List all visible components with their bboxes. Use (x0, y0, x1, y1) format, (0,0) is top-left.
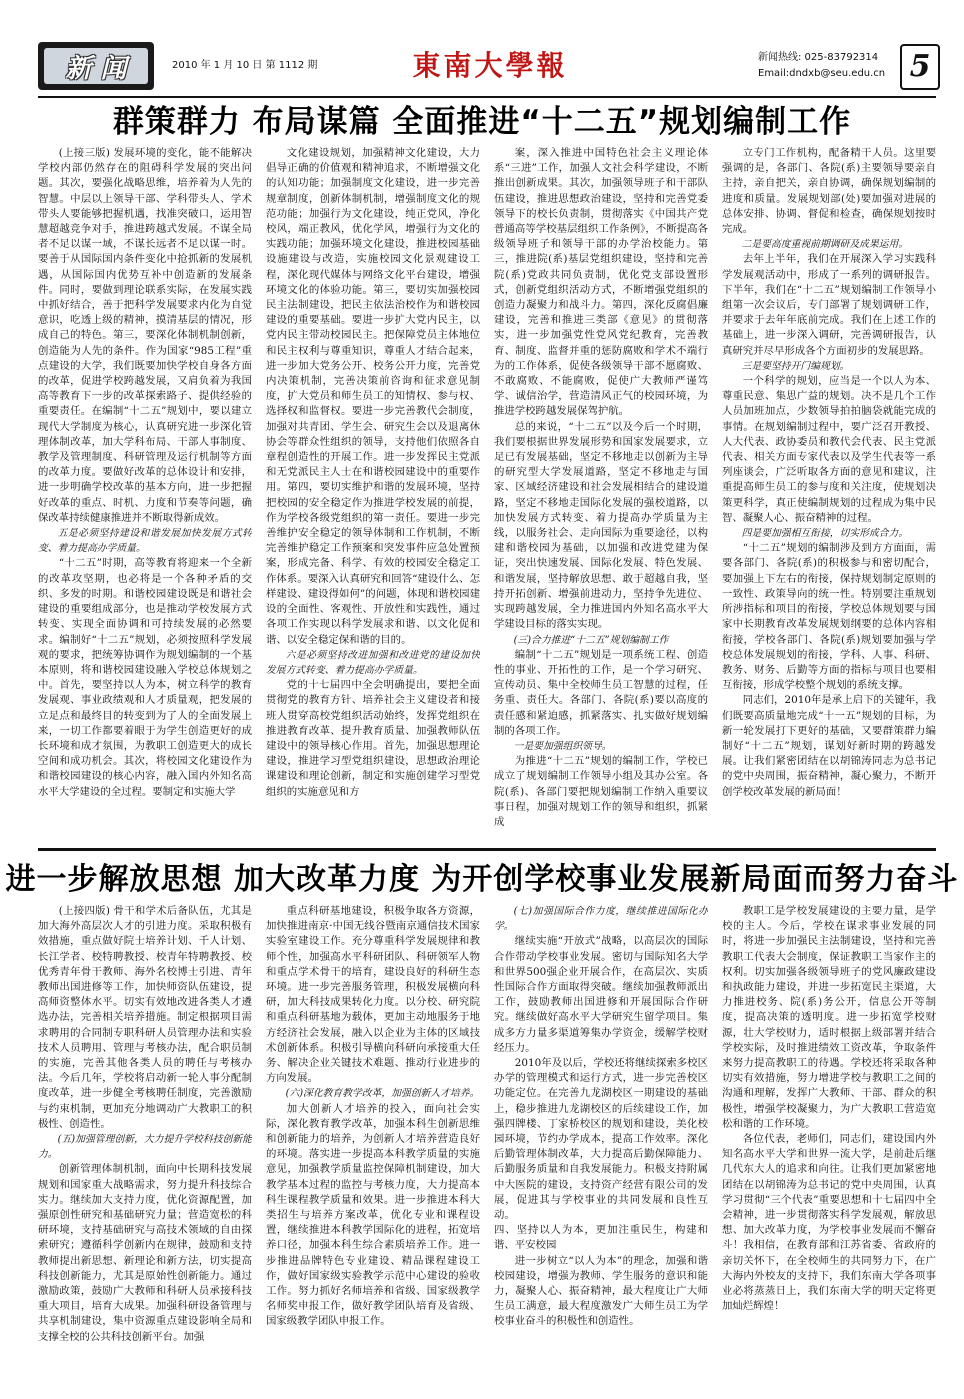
paragraph: 重点科研基地建设，积极争取各方资源，加快推进南京·中国无线谷暨南京通信技术国家实验室建设工作。充分尊重科学发展规律和教师个性，加强高水平科研团队、科研领军人物和重点学术骨干的培育，建设良好的科研生态环境。进一步完善服务管理，积极发展横向科研，加大科技成果转化力度。以分校、研究院和重点科研基地为载体，更加主动地服务于地方经济社会发展，融入以企业为主体的区域技术创新体系。积极引导横向科研向承接重大任务、解决企业关键技术难题、推动行业进步的方向发展。 (266, 905, 480, 1085)
article1-column-2 (266, 146, 480, 841)
article2-column-2 (266, 904, 480, 1389)
paragraph: “十二五”时期，高等教育将迎来一个全新的改革攻坚期，也必将是一个各种矛盾的交织、多发的时期。和谐校园建设既是和谐社会建设的重要组成部分，也是推动学校发展方式转变、实现全面协调和可持续发展的必然要求。编制好“十二五”规划，必须按照科学发展观的要求，把统筹协调作为规划编制的一个基本原则，将和谐校园建设融入学校总体规划之中。首先，要坚持以人为本，树立科学的教育发展观、事业政绩观和人才质量观，把发展的立足点和最终目的转变到为了人的全面发展上来，一切工作都要着眼于为学生创造更好的成长环境和成才氛围，为教职工创造更大的成长空间和成功机会。其次，将校园文化建设作为和谐校园建设的核心内容，融入国内外知名高水平大学建设的全过程。要制定和实施大学 (38, 557, 252, 798)
article1-headline: 群策群力 布局谋篇 全面推进“十二五”规划编制工作 (112, 104, 852, 140)
subheading: 五是必须坚持建设和谐发展加快发展方式转变、着力提高办学质量。 (38, 528, 252, 555)
paragraph: (上接三版) 发展环境的变化，能不能解决学校内部仍然存在的阻碍科学发展的突出问题。其次，要强化战略思维，培养着为人先的智慧。中层以上领导干部、学科带头人、学术带头人要能够把握机遇，找准突破口，运用智慧超越竞争对手，推进跨越式发展。不谋全局者不足以谋一域，不谋长远者不足以谋一时。要善于从国际国内条件变化中抢抓新的发展机遇，从国际国内优势互补中创造新的发展条件。同时，要做到理论联系实际，在发展实践中抓好结合，善于把科学发展要求内化为自觉意识，吃透上级的精神，摸清基层的情况，形成自己的特色。第三，要深化体制机制创新，创造能为人先的条件。作为国家“985工程”重点建设的大学，我们既要加快学校自身各方面的改革，促进学校跨越发展，又肩负着为我国高等教育下一步的改革探索路子、提供经验的重要责任。在编制“十二五”规划中，要以建立现代大学制度为核心，认真研究进一步深化管理体制改革，加大学科布局、干部人事制度、教学及管理制度、科研管理及运行机制等方面的改革力度。要做好改革的总体设计和安排，进一步明确学校改革的基本方向，进一步把握好改革的重点、时机、力度和节奏等问题，确保改革持续健康推进并不断取得新成效。 (38, 147, 252, 524)
masthead-logo: 東南大學報 (412, 49, 568, 82)
paragraph: 2010年及以后，学校还将继续探索多校区办学的管理模式和运行方式，进一步完善校区功能定位。在完善九龙湖校区一期建设的基础上，稳步推进九龙湖校区的后续建设工作，加强四牌楼、丁家桥校区的规划和建设，美化校园环境，节约办学成本，提高工作效率。深化后勤管理体制改革，大力提高后勤保障能力、后勤服务质量和自我发展能力。积极支持附属中大医院的建设，支持资产经营有限公司的发展，促进其与学校事业的共同发展和良性互动。 (494, 1057, 708, 1222)
subheading: (五)加强管理创新，大力提升学校科技创新能力。 (38, 1134, 252, 1161)
article1-body (38, 146, 936, 841)
paragraph: 为推进“十二五”规划的编制工作，学校已成立了规划编制工作领导小组及其办公室。各院(系)、各部门要把规划编制工作纳入重要议事日程，加强对规划工作的领导和组织，抓紧成 (494, 755, 708, 828)
paragraph: (上接四版) 骨干和学术后备队伍，尤其是加大海外高层次人才的引进力度。采取积极有效措施，重点做好院士培养计划、千人计划、长江学者、校特聘教授、校青年特聘教授、校优秀青年骨干教师、海外名校博士引进、青年教师出国进修等工作，加快师资队伍建设，提高师资整体水平。切实有效地改进各类人才遴选办法，完善相关培养措施。制定根据项目需求聘用的合同制专职科研人员管理办法和实验技术人员聘用、管理与考核办法，配合职员制的实施，完善其他各类人员的聘任与考核办法。今后几年，学校将启动新一轮人事分配制度改革，进一步健全考核聘任制度，完善激励与约束机制，更加充分地调动广大教职工的积极性、创造性。 (38, 905, 252, 1130)
contact-info (758, 50, 885, 82)
subheading: 二是要高度重视前期调研及成果运用。 (741, 239, 909, 251)
news-hotline: 新闻热线: 025-83792314 (758, 52, 879, 63)
article2-body (38, 904, 936, 1389)
paragraph: 编制“十二五”规划是一项系统工程、创造性的事业、开拓性的工作，是一个学习研究、宣传动员、集中全校师生员工智慧的过程，任务重、责任大。各部门、各院(系)要以高度的责任感和紧迫感，抓紧落实、扎实做好规划编制的各项工作。 (494, 648, 708, 737)
subheading: 三是要坚持开门编规划。 (741, 360, 850, 372)
paragraph: 进一步树立“以人为本”的理念，加强和谐校园建设，增强为教师、学生服务的意识和能力，凝聚人心、振奋精神，最大程度让广大师生员工满意，最大程度激发广大师生员工为学校事业奋斗的积极性和创造性。 (494, 1254, 708, 1328)
paragraph: 党的十七届四中全会明确提出，要把全面贯彻党的教育方针、培养社会主义建设者和接班人贯穿高校党组织活动始终，发挥党组织在推进教育改革、提升教育质量、加强教师队伍建设中的领导核心作用。首先，加强思想理论建设，推进学习型党组织建设，思想政治理论课建设和理论创新，制定和实施创建学习型党组织的实施意见和方 (266, 679, 480, 798)
article2-column-4 (722, 904, 936, 1389)
issue-date: 2010 年 1 月 10 日 第 1112 期 (172, 60, 318, 71)
paragraph: 各位代表，老师们，同志们，建设国内外知名高水平大学和世界一流大学，是前赴后继几代东大人的追求和向往。让我们更加紧密地团结在以胡锦涛为总书记的党中央周围，认真学习贯彻“三个代表”重要思想和十七届四中全会精神，进一步贯彻落实科学发展观，解放思想、加大改革力度，为学校事业发展而不懈奋斗！我相信，在教育部和江苏省委、省政府的亲切关怀下，在全校师生的共同努力下，在广大海内外校友的支持下，我们东南大学各项事业必将蒸蒸日上，我们东南大学的明天定将更加灿烂辉煌！ (722, 1133, 936, 1313)
article2-column-3 (494, 904, 708, 1389)
section-divider (38, 848, 936, 851)
paragraph: 文化建设规划，加强精神文化建设，大力倡导正确的价值观和精神追求，不断增强文化的认知功能；加强制度文化建设，进一步完善规章制度，创新体制机制，增强制度文化的规范功能；加强行为文化建设，纯正党风，净化校风，端正教风，优化学风，增强行为文化的实践功能；加强环境文化建设，推进校园基础设施建设与改造，实施校园文化景观建设工程，深化现代媒体与网络文化平台建设，增强环境文化的体验功能。第三，要切实加强校园民主法制建设，把民主依法治校作为和谐校园建设的重要基础。要进一步扩大党内民主，以党内民主带动校园民主。把保障党员主体地位和民主权利与尊重知识，尊重人才结合起来，进一步加大党务公开、校务公开力度，完善党内决策机制，完善决策前咨询和征求意见制度，扩大党员和师生员工的知情权、参与权、选择权和监督权。要进一步完善教代会制度，加强对共青团、学生会、研究生会以及退离休协会等群众性组织的领导，支持他们依照各自章程创造性的开展工作。进一步发挥民主党派和无党派民主人士在和谐校园建设中的重要作用。第四，要切实维护和谐的发展环境，坚持把校园的安全稳定作为推进学校发展的前提，作为学校各级党组织的第一责任。要进一步完善维护安全稳定的领导体制和工作机制，不断完善维护稳定工作预案和突发事件应急处置预案，形成完备、科学、有效的校园安全稳定工作体系。要深入认真研究和回答“建设什么、怎样建设、建设得如何”的问题，体现和谐校园建设的全面性、客观性、开放性和实践性，通过各项工作实现以科学发展求和谐、以文化促和谐、以安全稳定保和谐的目的。 (266, 147, 480, 646)
paragraph: 加大创新人才培养的投入，面向社会实际，深化教育教学改革，加强本科生创新思维和创新能力的培养，为创新人才培养营造良好的环境。落实进一步提高本科教学质量的实施意见，加强教学质量监控保障机制建设，加大教学基本过程的监控与考核力度，大力提高本科生课程教学质量和效果。进一步推进本科大类招生与培养方案改革，优化专业和课程设置，继续推进本科教学国际化的进程，拓宽培养口径，加强本科生综合素质培养工作。进一步推进品牌特色专业建设、精品课程建设工作，做好国家级实验教学示范中心建设的验收工作。努力抓好名师培养和省级、国家级教学名师奖申报工作，做好教学团队培育及省级、国家级教学团队申报工作。 (266, 1102, 480, 1328)
contact-email: Email:dndxb@seu.edu.cn (758, 68, 886, 79)
paragraph: 案，深入推进中国特色社会主义理论体系“三进”工作，加强人文社会科学建设，不断推出创新成果。其次，加强领导班子和干部队伍建设，推进思想政治建设，坚持和完善党委领导下的校长负责制，贯彻落实《中国共产党普通高等学校基层组织工作条例》，不断提高各级领导班子和领导干部的办学治校能力。第三，推进院(系)基层党组织建设，坚持和完善院(系)党政共同负责制，优化党支部设置形式，创新党组织活动方式，不断增强党组织的创造力凝聚力和战斗力。第四，深化反腐倡廉建设，完善和推进三类部《意见》的贯彻落实，进一步加强党性党风党纪教育，完善教育、制度、监督并重的惩防腐败和学术不端行为的工作体系，促使各级领导干部不愿腐败、不敢腐败、不能腐败，促使广大教师严谨笃学、诚信治学，营造清风正气的校园环境，为推进学校跨越发展保驾护航。 (494, 147, 708, 418)
subheading: 一是要加强组织领导。 (513, 740, 612, 752)
paragraph: 立专门工作机构，配备精干人员。这里要强调的是，各部门、各院(系)主要领导要亲自主持，亲自把关，亲自协调，确保规划编制的进度和质量。发展规划部(处)要加强对进展的总体安排、协调、督促和检查，确保规划按时完成。 (722, 147, 936, 236)
paragraph: 总的来说，“十二五”以及今后一个时期，我们要根据世界发展形势和国家发展要求，立足已有发展基础，坚定不移地走以创新为主导的研究型大学发展道路，坚定不移地走与国家、区域经济建设和社会发展相结合的建设道路，坚定不移地走国际化发展的强校道路，以加快发展方式转变、着力提高办学质量为主线，以服务社会、走向国际为重要途径，以构建和谐校园为基础，以加强和改进党建为保证，突出快速发展、国际化发展、特色发展、和谐发展，坚持解放思想、敢于超越自我，坚持开拓创新、增强前进动力，坚持争先进位、实现跨越发展，全力推进国内外知名高水平大学建设目标的落实实现。 (494, 420, 708, 631)
section-tab-label: 新 闻 (44, 48, 148, 84)
subheading: 四是要加强相互衔接，切实形成合力。 (741, 528, 909, 540)
paragraph: 教职工是学校发展建设的主要力量，是学校的主人。今后，学校在谋求事业发展的同时，将进一步加强民主法制建设，坚持和完善教职工代表大会制度，保证教职工当家作主的权利。切实加强各级领导班子的党风廉政建设和执政能力建设，并进一步拓宽民主渠道，大力推进校务、院(系)务公开，信息公开等制度，提高决策的透明度。进一步拓宽学校财源，壮大学校财力，适时根据上级部署并结合学校实际，及时推进绩效工资改革，争取条件来努力提高教职工的待遇。学校还将采取各种切实有效措施，努力增进学校与教职工之间的沟通和理解，发挥广大教师、干部、群众的积极性，增强学校凝聚力，为广大教职工营造宽松和谐的工作环境。 (722, 905, 936, 1130)
article1-column-3 (494, 146, 708, 841)
article1-column-1 (38, 146, 252, 841)
article1-column-4 (722, 146, 936, 841)
header-rule (38, 96, 936, 98)
article2-column-1 (38, 904, 252, 1389)
page-number: 5 (900, 44, 940, 90)
section-tab (38, 42, 154, 90)
page-header (0, 0, 964, 100)
subheading: 六是必须坚持改进加强和改进党的建设加快发展方式转变、着力提高办学质量。 (266, 649, 480, 676)
paragraph: 创新管理体制机制，面向中长期科技发展规划和国家重大战略需求，努力提升科技综合实力。继续加大支持力度，优化资源配置，加强原创性研究和基础研究力量；营造宽松的科研环境，支持基础研究与高技术领域的自由探索研究；遵循科学创新内在规律，鼓励和支持教师提出新思想、新理论和新方法，切实提高科技创新能力，尤其是原始性创新能力。通过激励政策，鼓励广大教师和科研人员承接科技重大项目，培育大成果。加强科研设备管理与共享机制建设，集中资源重点建设影响全局和支撑全校的公共科技创新平台。加强 (38, 1163, 252, 1343)
paragraph: 去年上半年，我们在开展深入学习实践科学发展观活动中，形成了一系列的调研报告。下半年，我们在“十二五”规划编制工作领导小组第一次会议后，专门部署了规划调研工作，并要求于去年年底前完成。我们在上述工作的基础上，进一步深入调研，完善调研报告，认真研究并尽早形成各个方面初步的发展思路。 (722, 253, 936, 357)
subheading: (三)合力推进“十二五”规划编制工作 (513, 634, 669, 646)
paragraph: “十二五”规划的编制涉及到方方面面，需要各部门、各院(系)的积极参与和密切配合，要加强上下左右的衔接，保持规划制定原则的一致性、政策导向的统一性。特别要注重规划所涉指标和项目的衔接，学校总体规划要与国家中长期教育改革发展规划纲要的总体内容相衔接，学校各部门、各院(系)规划要加强与学校总体发展规划的衔接，学科、人事、科研、教务、财务、后勤等方面的指标与项目也要相互衔接，形成学校整个规划的系统支撑。 (722, 542, 936, 692)
paragraph: 同志们，2010年是承上启下的关键年，我们既要高质量地完成“十一五”规划的目标，为新一轮发展打下更好的基础，又要群策群力编制好“十二五”规划，谋划好新时期的跨越发展。让我们紧密团结在以胡锦涛同志为总书记的党中央周围，振奋精神，凝心聚力，不断开创学校改革发展的新局面！ (722, 694, 936, 798)
paragraph: 四、坚持以人为本，更加注重民生，构建和谐、平安校园 (494, 1224, 708, 1252)
paragraph: 一个科学的规划，应当是一个以人为本、尊重民意、集思广益的规划。决不是几个工作人员加班加点，少数领导拍拍脑袋就能完成的事情。在规划编制过程中，要广泛召开教授、人大代表、政协委员和教代会代表、民主党派代表、相关方面专家代表以及学生代表等一系列座谈会，广泛听取各方面的意见和建议，注重提高师生员工的参与度和关注度，使规划决策更科学，真正使编制规划的过程成为集中民智、凝聚人心、振奋精神的过程。 (722, 375, 936, 524)
article2-headline: 进一步解放思想 加大改革力度 为开创学校事业发展新局面而努力奋斗 (5, 862, 959, 897)
subheading: (六)深化教育教学改革，加强创新人才培养。 (285, 1088, 480, 1100)
subheading: (七)加强国际合作力度，继续推进国际化办学。 (494, 906, 708, 933)
paragraph: 继续实施“开放式”战略，以高层次的国际合作带动学校事业发展。密切与国际知名大学和世界500强企业开展合作，在高层次、实质性国际合作方面取得突破。继续加强教师派出工作，鼓励教师出国进修和开展国际合作研究。继续做好高水平大学研究生留学项目。集成多方力量多渠道筹集办学资金，缓解学校财经压力。 (494, 935, 708, 1054)
